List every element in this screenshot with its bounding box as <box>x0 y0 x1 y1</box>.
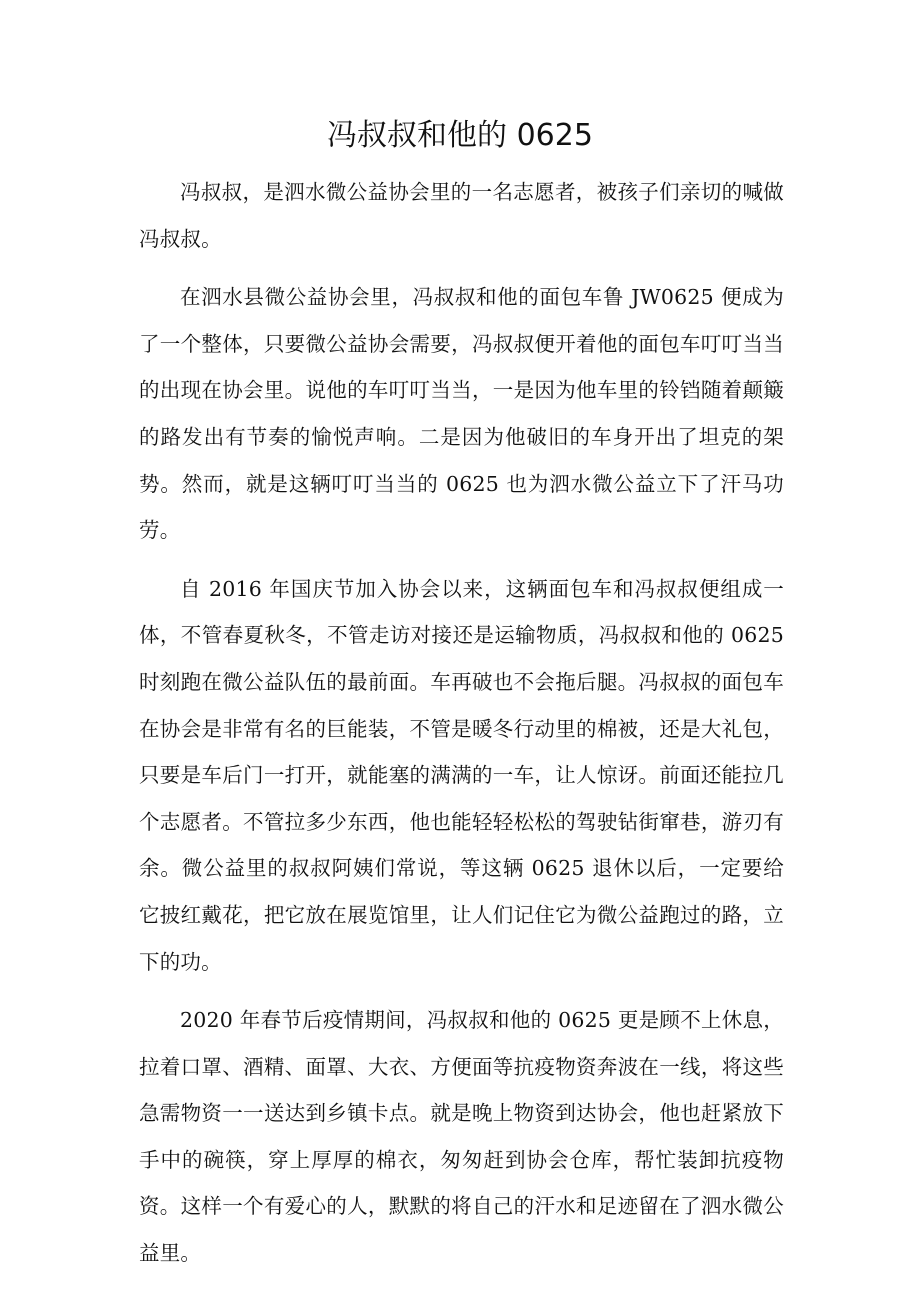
paragraph-3: 自 2016 年国庆节加入协会以来，这辆面包车和冯叔叔便组成一体，不管春夏秋冬，不管走访对接还是运输物质，冯叔叔和他的 0625 时刻跑在微公益队伍的最前面。车再破也不会拖后腿。冯叔叔的面包车在协会是非常有名的巨能装，不管是暖冬行动里的棉被，还是大礼包，只要是车后门一打开，就能塞的满满的一车，让人惊讶。前面还能拉几个志愿者。不管拉多少东西，他也能轻轻松松的驾驶钻街窜巷，游刃有余。微公益里的叔叔阿姨们常说，等这辆 0625 退休以后，一定要给它披红戴花，把它放在展览馆里，让人们记住它为微公益跑过的路，立下的功。 <box>139 576 784 974</box>
document-body <box>139 169 784 1289</box>
document-title: 冯叔叔和他的 0625 <box>327 118 593 153</box>
paragraph-4: 2020 年春节后疫情期间，冯叔叔和他的 0625 更是顾不上休息，拉着口罩、酒精、面罩、大衣、方便面等抗疫物资奔波在一线，将这些急需物资一一送达到乡镇卡点。就是晚上物资到达协会，他也赶紧放下手中的碗筷，穿上厚厚的棉衣，匆匆赶到协会仓库，帮忙装卸抗疫物资。这样一个有爱心的人，默默的将自己的汗水和足迹留在了泗水微公益里。 <box>139 1008 784 1266</box>
paragraph-2: 在泗水县微公益协会里，冯叔叔和他的面包车鲁 JW0625 便成为了一个整体，只要微公益协会需要，冯叔叔便开着他的面包车叮叮当当的出现在协会里。说他的车叮叮当当，一是因为他车里的铃铛随着颠簸的路发出有节奏的愉悦声响。二是因为他破旧的车身开出了坦克的架势。然而，就是这辆叮叮当当的 0625 也为泗水微公益立下了汗马功劳。 <box>139 285 784 543</box>
paragraph-1: 冯叔叔，是泗水微公益协会里的一名志愿者，被孩子们亲切的喊做冯叔叔。 <box>139 180 784 251</box>
